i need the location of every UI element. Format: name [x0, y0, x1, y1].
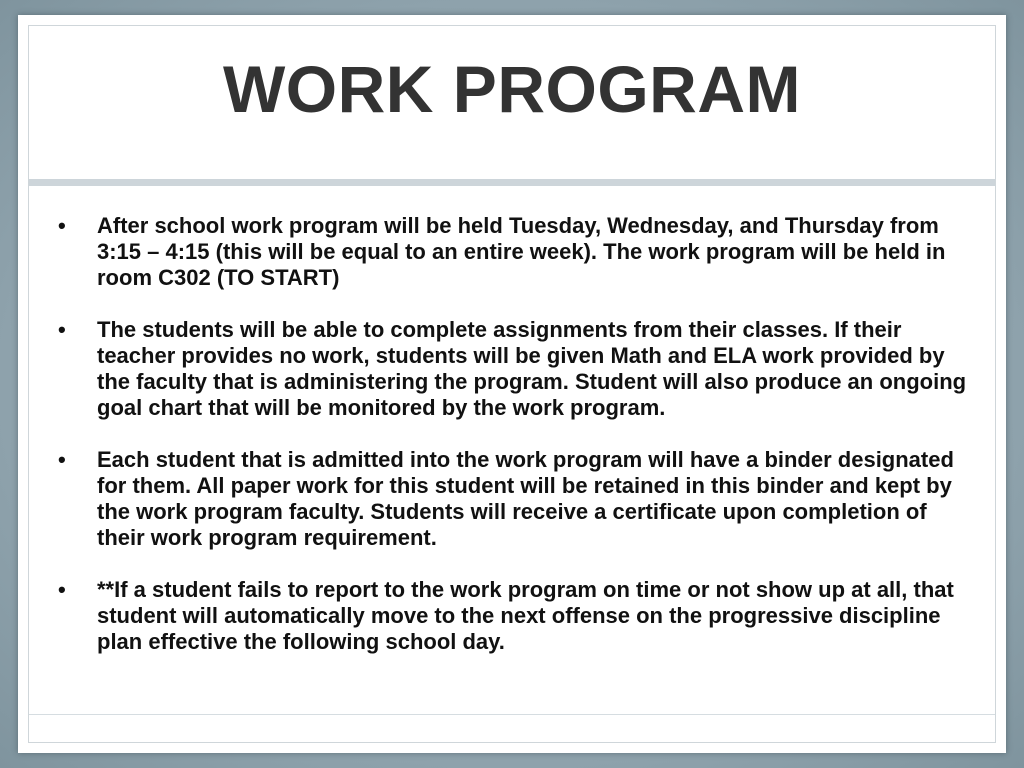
bullet-text: **If a student fails to report to the work program on time or not show up at all, that student will automatically move to the next offense on the progressive discipline plan effective the following school day. [97, 577, 954, 654]
slide [18, 15, 1006, 753]
title-area [29, 26, 995, 182]
bullet-text: The students will be able to complete assignments from their classes. If their teacher provides no work, students will be given Math and ELA work provided by the faculty that is administering the program. Student will also produce an ongoing goal chart that will be monitored by the work program. [97, 317, 967, 420]
bullet-item [58, 577, 978, 655]
bullet-icon: • [58, 577, 66, 602]
bullet-icon: • [58, 317, 66, 342]
slide-title: WORK PROGRAM [223, 52, 801, 126]
title-divider [29, 179, 995, 186]
bullet-icon: • [58, 213, 66, 238]
bullet-list [58, 213, 978, 681]
bullet-icon: • [58, 447, 66, 472]
bullet-text: Each student that is admitted into the work program will have a binder designated for them. All paper work for this student will be retained in this binder and kept by the work program faculty. Students will receive a certificate upon completion of their work program requirement. [97, 447, 954, 550]
footer-divider [29, 714, 995, 715]
bullet-item [58, 317, 978, 421]
bullet-text: After school work program will be held Tuesday, Wednesday, and Thursday from 3:15 – 4:15 (this will be equal to an entire week). The work program will be held in room C302 (TO START) [97, 213, 946, 290]
bullet-item [58, 213, 978, 291]
bullet-item [58, 447, 978, 551]
